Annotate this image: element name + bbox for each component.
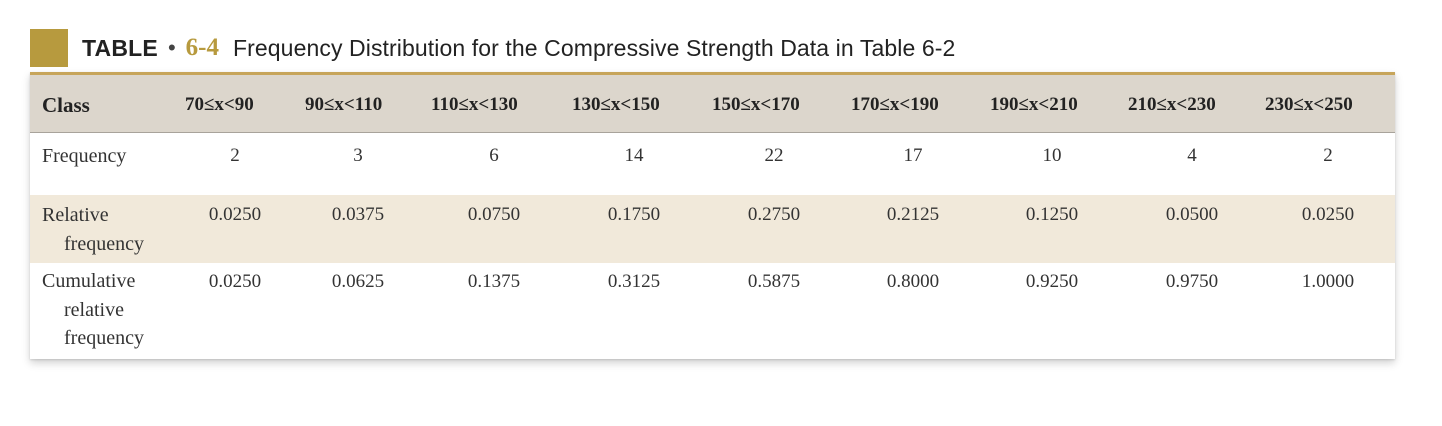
cumulative-frequency-label: frequency (64, 327, 144, 349)
cumulative-frequency-label: relative (64, 299, 124, 321)
table-cell: 0.1750 (607, 204, 661, 225)
table-cell: 0.0375 (331, 204, 385, 225)
table-cell: 0.3125 (607, 271, 661, 292)
table-cell: 0.2125 (886, 204, 940, 225)
caption-number: 6-4 (185, 34, 219, 61)
class-header-cell: 170≤x<190 (851, 94, 939, 115)
table-cell: 0.1250 (1025, 204, 1079, 225)
relative-frequency-label: Relative (42, 204, 109, 226)
table-cell: 0.9250 (1025, 271, 1079, 292)
table-cell: 14 (624, 145, 644, 166)
frequency-label: Frequency (42, 145, 127, 167)
class-header: Class (42, 93, 90, 117)
table-cell: 0.2750 (747, 204, 801, 225)
caption-label: TABLE (82, 34, 158, 61)
table-cell: 1.0000 (1301, 271, 1355, 292)
table-cell: 0.1375 (467, 271, 521, 292)
table-cell: 3 (353, 145, 363, 166)
caption-title: Frequency Distribution for the Compressive Strength Data in Table 6-2 (232, 34, 956, 61)
table-cell: 6 (489, 145, 499, 166)
relative-frequency-label: frequency (64, 233, 144, 255)
caption-bullet: • (167, 35, 176, 60)
caption-square-icon (30, 29, 68, 67)
table-cell: 0.0250 (208, 271, 262, 292)
table-cell: 10 (1042, 145, 1062, 166)
class-header-cell: 150≤x<170 (712, 94, 800, 115)
table-cell: 22 (764, 145, 784, 166)
table-cell: 2 (230, 145, 240, 166)
table-cell: 4 (1187, 145, 1197, 166)
class-header-cell: 190≤x<210 (990, 94, 1078, 115)
class-header-cell: 70≤x<90 (185, 94, 254, 115)
table-caption (30, 28, 955, 68)
frequency-table (30, 72, 1395, 359)
class-header-cell: 110≤x<130 (431, 94, 518, 115)
class-header-cell: 90≤x<110 (305, 94, 383, 115)
class-header-cell: 210≤x<230 (1128, 94, 1216, 115)
table-cell: 0.8000 (886, 271, 940, 292)
table-cell: 0.0250 (1301, 204, 1355, 225)
class-header-cell: 230≤x<250 (1265, 94, 1353, 115)
table-cell: 17 (903, 145, 923, 166)
cumulative-frequency-label: Cumulative (42, 270, 136, 292)
table-cell: 0.9750 (1165, 271, 1219, 292)
table-cell: 0.0500 (1165, 204, 1219, 225)
table-cell: 2 (1323, 145, 1333, 166)
table-cell: 0.0250 (208, 204, 262, 225)
class-header-cell: 130≤x<150 (572, 94, 660, 115)
table-cell: 0.0625 (331, 271, 385, 292)
table-cell: 0.0750 (467, 204, 521, 225)
table-cell: 0.5875 (747, 271, 801, 292)
